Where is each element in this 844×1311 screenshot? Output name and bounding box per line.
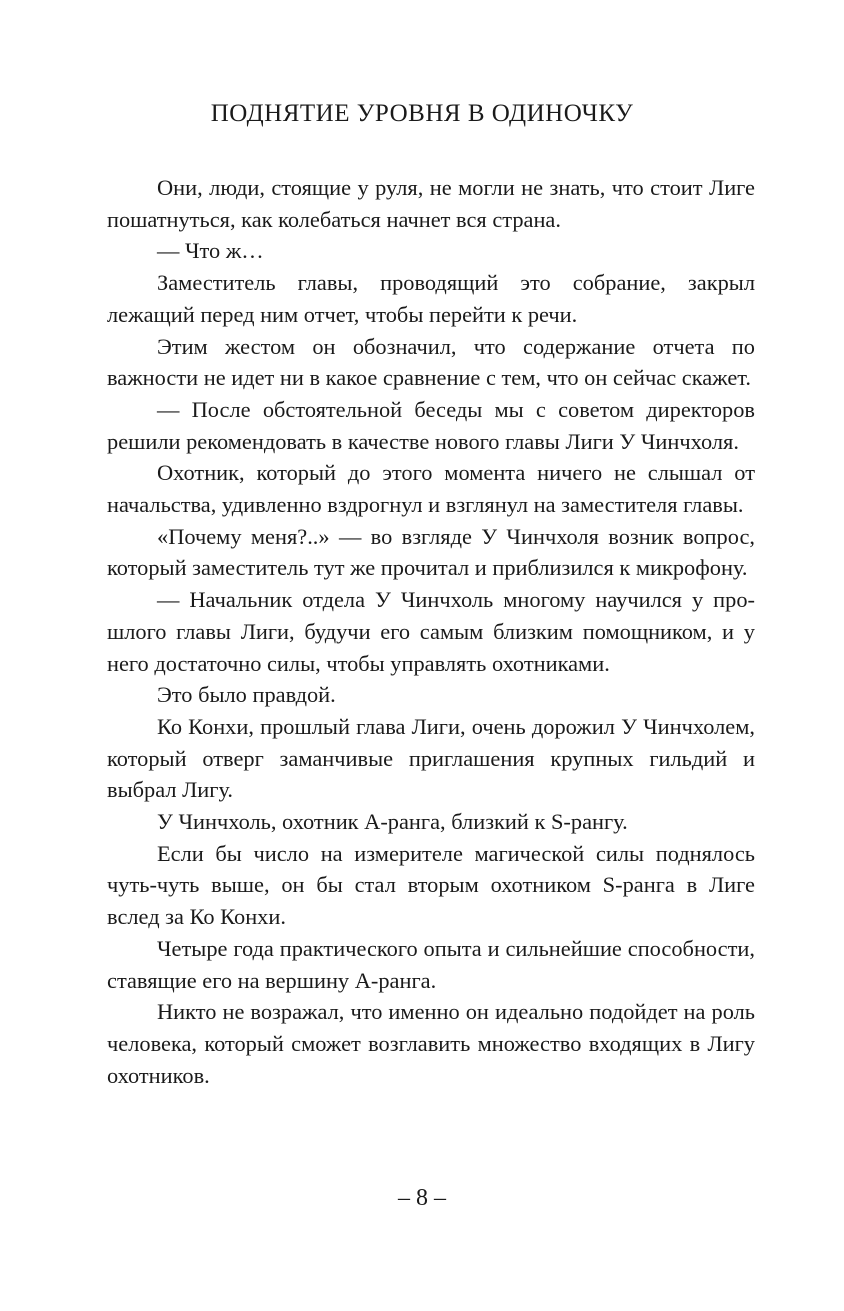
paragraph: «Почему меня?..» — во взгляде У Чинчхоля возник вопрос, который заместитель тут же прочитал и приблизился к микрофону. [107,523,755,581]
paragraph: Они, люди, стоящие у руля, не могли не знать, что стоит Лиге пошатнуться, как колебаться начнет вся страна. [107,175,755,232]
paragraph: Никто не возражал, что именно он идеально подойдет на роль человека, который сможет возглавить множество входящих в Лигу охотников. [107,999,755,1088]
paragraph: Заместитель главы, проводящий это собрание, закрыл лежащий перед ним отчет, чтобы перейти к речи. [107,270,755,327]
page-number: – 8 – [398,1185,446,1211]
paragraph: Четыре года практического опыта и сильнейшие способности, ставящие его на вершину A-ранга. [107,935,755,993]
running-title: ПОДНЯТИЕ УРОВНЯ В ОДИНОЧКУ [210,100,634,127]
paragraph: — Начальник отдела У Чинчхоль многому научился у прошлого главы Лиги, будучи его самым близким помощником, и у него достаточно силы, чтобы управлять охотниками. [107,587,755,676]
paragraph: Этим жестом он обозначил, что содержание отчета по важности не идет ни в какое сравнение с тем, что он сейчас скажет. [107,333,755,391]
paragraph: Если бы число на измерителе магической силы поднялось чуть-чуть выше, он бы стал вторым охотником S-ранга в Лиге вслед за Ко Конхи. [107,840,755,930]
paragraph: Ко Конхи, прошлый глава Лиги, очень дорожил У Чинчхолем, который отверг заманчивые приглашения крупных гильдий и выбрал Лигу. [107,713,755,803]
page-body [107,172,755,1091]
paragraph: — Что ж… [157,238,264,264]
paragraph: У Чинчхоль, охотник A-ранга, близкий к S-рангу. [157,809,628,835]
paragraph: Охотник, который до этого момента ничего не слышал от начальства, удивленно вздрогнул и взглянул на заместителя главы. [107,460,755,518]
paragraph: — После обстоятельной беседы мы с советом директоров решили рекомендовать в качестве нового главы Лиги У Чинчхоля. [107,396,755,454]
paragraph: Это было правдой. [157,682,336,708]
